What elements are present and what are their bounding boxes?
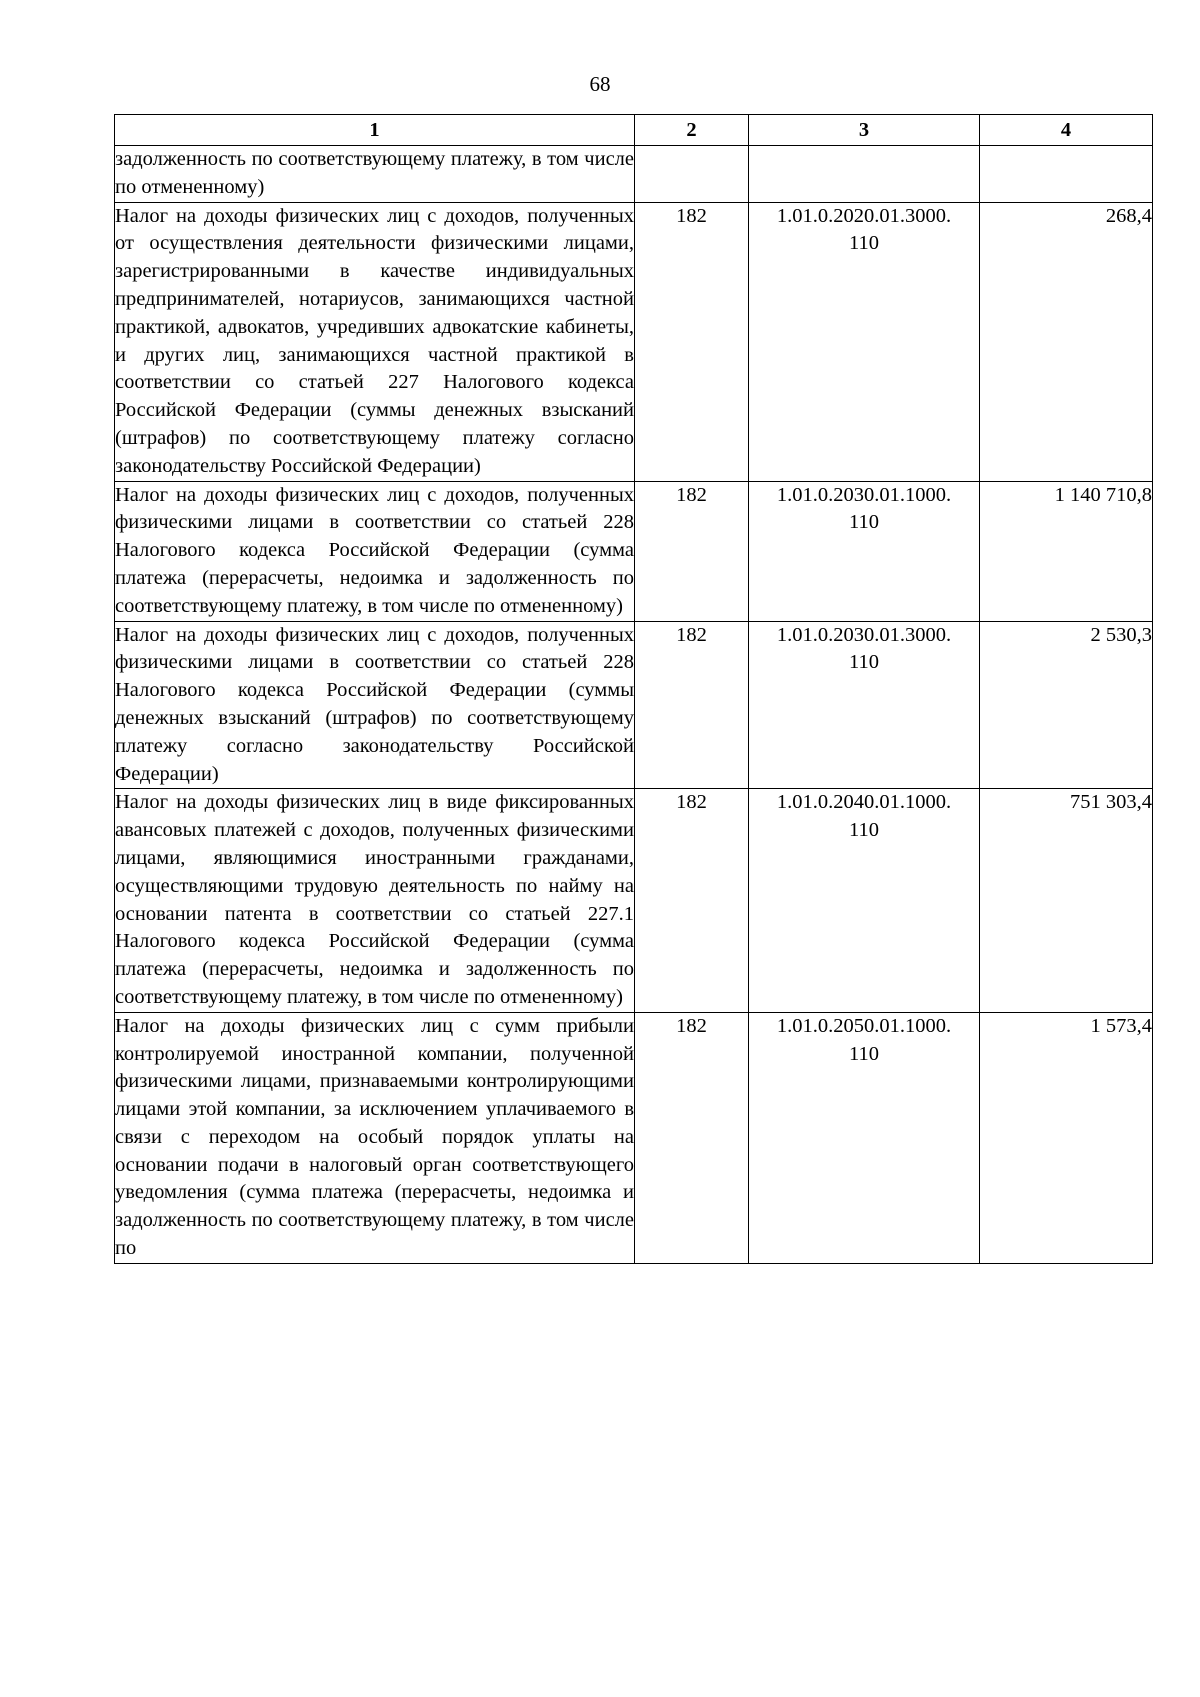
classification-code-cell <box>749 146 980 203</box>
admin-code-cell <box>635 146 749 203</box>
table-row <box>115 789 1153 1012</box>
amount-cell <box>980 146 1153 203</box>
admin-code-cell: 182 <box>635 621 749 789</box>
revenue-name-cell: Налог на доходы физических лиц с доходов, полученных физическими лицами в соответствии со статьей 228 Налогового кодекса Российской Федерации (суммы денежных взысканий (штрафов) по соответствующему платежу согласно законодательству Российской Федерации) <box>115 621 635 789</box>
table-row <box>115 202 1153 481</box>
classification-code-main: 1.01.0.2030.01.1000. <box>776 483 952 506</box>
classification-code-cell <box>749 1012 980 1263</box>
column-header-4: 4 <box>980 115 1153 146</box>
amount-cell: 2 530,3 <box>980 621 1153 789</box>
table-row <box>115 621 1153 789</box>
amount-cell: 268,4 <box>980 202 1153 481</box>
admin-code-cell: 182 <box>635 481 749 621</box>
classification-code-suffix: 110 <box>849 232 879 255</box>
column-header-1: 1 <box>115 115 635 146</box>
revenue-name-cell: Налог на доходы физических лиц в виде фиксированных авансовых платежей с доходов, полученных физическими лицами, являющимися иностранными гражданами, осуществляющими трудовую деятельность по найму на основании патента в соответствии со статьей 227.1 Налогового кодекса Российской Федерации (сумма платежа (перерасчеты, недоимка и задолженность по соответствующему платежу, в том числе по отмененному) <box>115 789 635 1012</box>
column-header-2: 2 <box>635 115 749 146</box>
classification-code-main: 1.01.0.2050.01.1000. <box>776 1014 952 1037</box>
classification-code-main: 1.01.0.2040.01.1000. <box>776 791 952 814</box>
classification-code-suffix: 110 <box>849 819 879 842</box>
classification-code-cell <box>749 621 980 789</box>
classification-code-suffix: 110 <box>849 511 879 534</box>
classification-code-cell <box>749 481 980 621</box>
classification-code-cell <box>749 789 980 1012</box>
revenue-name-cell: Налог на доходы физических лиц с доходов, полученных от осуществления деятельности физическими лицами, зарегистрированными в качестве индивидуальных предпринимателей, нотариусов, занимающихся частной практикой, адвокатов, учредивших адвокатские кабинеты, и других лиц, занимающихся частной практикой в соответствии со статьей 227 Налогового кодекса Российской Федерации (суммы денежных взысканий (штрафов) по соответствующему платежу согласно законодательству Российской Федерации) <box>115 202 635 481</box>
table-row <box>115 146 1153 203</box>
revenue-name-cell: Налог на доходы физических лиц с сумм прибыли контролируемой иностранной компании, полученной физическими лицами, признаваемыми контролирующими лицами этой компании, за исключением уплачиваемого в связи с переходом на особый порядок уплаты на основании подачи в налоговый орган соответствующего уведомления (сумма платежа (перерасчеты, недоимка и задолженность по соответствующему платежу, в том числе по <box>115 1012 635 1263</box>
classification-code-main: 1.01.0.2020.01.3000. <box>776 204 952 227</box>
budget-revenue-table <box>114 114 1153 1264</box>
revenue-name-cell: задолженность по соответствующему платежу, в том числе по отмененному) <box>115 146 635 203</box>
table-row <box>115 1012 1153 1263</box>
classification-code-main: 1.01.0.2030.01.3000. <box>776 623 952 646</box>
classification-code-suffix: 110 <box>849 1042 879 1065</box>
amount-cell: 751 303,4 <box>980 789 1153 1012</box>
admin-code-cell: 182 <box>635 202 749 481</box>
amount-cell: 1 573,4 <box>980 1012 1153 1263</box>
table-header-row <box>115 115 1153 146</box>
amount-cell: 1 140 710,8 <box>980 481 1153 621</box>
admin-code-cell: 182 <box>635 1012 749 1263</box>
column-header-3: 3 <box>749 115 980 146</box>
revenue-name-cell: Налог на доходы физических лиц с доходов, полученных физическими лицами в соответствии со статьей 228 Налогового кодекса Российской Федерации (сумма платежа (перерасчеты, недоимка и задолженность по соответствующему платежу, в том числе по отмененному) <box>115 481 635 621</box>
admin-code-cell: 182 <box>635 789 749 1012</box>
page-number: 68 <box>589 72 611 96</box>
table-row <box>115 481 1153 621</box>
classification-code-suffix: 110 <box>849 651 879 674</box>
classification-code-cell <box>749 202 980 481</box>
